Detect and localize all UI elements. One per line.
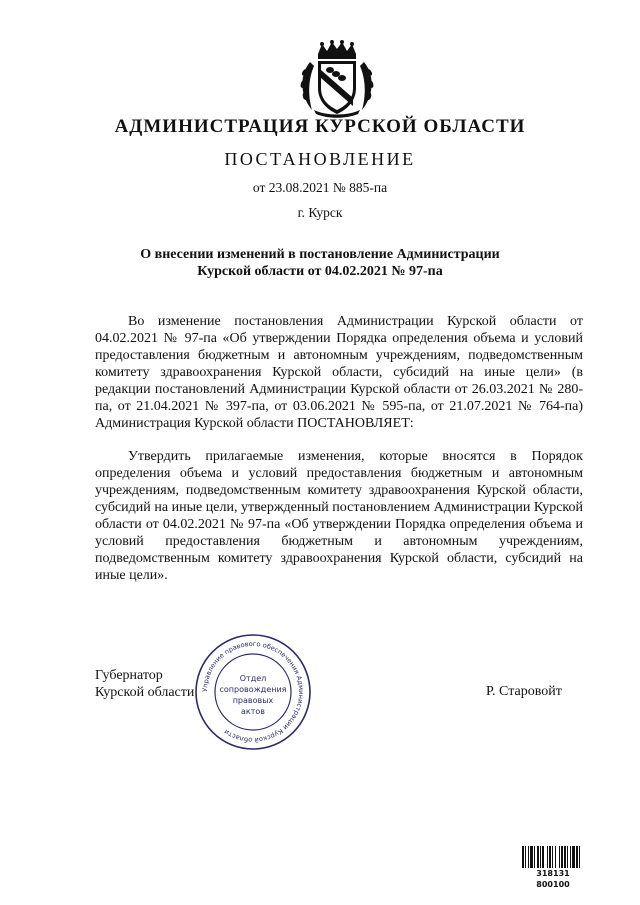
approval-stamp [193, 632, 313, 752]
document-subject: О внесении изменений в постановление Администрации Курской области от 04.02.2021 № 97-па [140, 247, 500, 279]
coat-of-arms-emblem [296, 40, 378, 118]
stamp-line-1: Отдел [239, 674, 267, 683]
body-paragraph-2: Утвердить прилагаемые изменения, которые вносятся в Порядок определения объема и условий предоставления бюджетным и автономным учреждениям, подведомственным комитету здравоохранения Курской области, субсидий на иные цели, утвержденный постановлением Администрации Курской области от 04.02.2021 № 97-па «Об утверждении Порядка определения объема и условий предоставления бюджетным и автономным учреждениям, подведомственным комитету здравоохранения Курской области, субсидий на иные цели». [95, 449, 583, 583]
organization-title: АДМИНИСТРАЦИЯ КУРСКОЙ ОБЛАСТИ [114, 116, 526, 137]
body-paragraph-1: Во изменение постановления Администрации Курской области от 04.02.2021 № 97-па «Об утверждении Порядка определения объема и условий предоставления бюджетным и автономным учреждениям, подведомственным комитету здравоохранения Курской области, субсидий на иные цели» (в редакции постановлений Администрации Курской области от 26.03.2021 № 280-па, от 21.04.2021 № 397-па, от 03.06.2021 № 595-па, от 21.07.2021 № 764-па) Администрация Курской области ПОСТАНОВЛЯЕТ: [95, 314, 583, 431]
signer-title-line-1: Губернатор [95, 668, 163, 683]
signer-title [95, 667, 194, 701]
document-date-number: от 23.08.2021 № 885-па [252, 180, 388, 195]
stamp-line-4: актов [240, 707, 266, 716]
document-city: г. Курск [297, 205, 343, 220]
stamp-line-3: правовых [232, 696, 274, 705]
barcode-number: 318131 800100 [522, 868, 584, 890]
document-type: ПОСТАНОВЛЕНИЕ [224, 149, 416, 169]
stamp-ring-text-path: Управление правового обеспечения Администрации Курской области [200, 639, 306, 745]
signer-title-line-2: Курской области [95, 685, 195, 700]
stamp-line-2: сопровождения [219, 685, 287, 694]
signer-name: Р. Старовойт [486, 684, 562, 699]
